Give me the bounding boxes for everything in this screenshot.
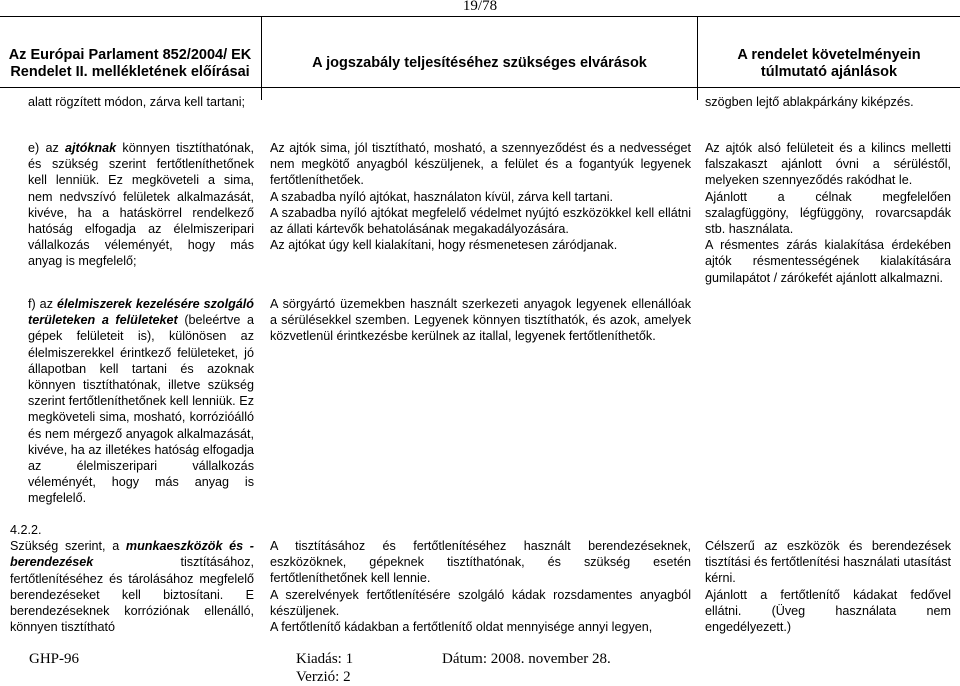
page-number: 19/78: [462, 0, 498, 14]
row-e-rest: könnyen tisztíthatónak, és szükség szerint fertőtleníthetőnek kell lenniük. Ez megköveteli a sima, nem nedvszívó felületek alkalmazását, kivéve, ha a hatáskörrel rendelkező hatóság elfogadja az élelmiszeripari vállalkozás véleményét, hogy más anyag is megfelelő;: [28, 141, 254, 269]
row-422-number: 4.2.2.: [10, 523, 42, 537]
header-col1-line2: Rendelet II. mellékletének előírásai: [10, 64, 250, 80]
row-422-col2-p3: A fertőtlenítő kádakban a fertőtlenítő oldat mennyisége annyi legyen,: [270, 620, 653, 635]
row-e-col3-p1: Az ajtók alsó felületeit és a kilincs melletti falszakaszt ajánlott óvni a sérüléstől, melyeken szennyeződés rakódhat le.: [705, 141, 951, 188]
row-f-col1: [28, 296, 254, 507]
row-e-col3-p3: A résmentes zárás kialakítása érdekében ajtók résmentességének kialakítására gumilapátot / zárókefét ajánlott alkalmazni.: [705, 238, 951, 285]
row-e-col1: [28, 140, 254, 270]
header-col1: [0, 47, 260, 81]
table-top-border: [0, 16, 960, 17]
row-e-col2-p1: Az ajtók sima, jól tisztítható, mosható, a szennyeződést és a nedvességet nem megkötő anyagból készüljenek, a felület és a fogantyúk legyenek fertőtleníthetőek.: [270, 141, 691, 188]
row-e-col2-p3: A szabadba nyíló ajtókat megfelelő védelmet nyújtó eszközökkel kell ellátni az állati kártevők behatolásának megakadályozására.: [270, 205, 691, 237]
footer-doc-code: GHP-96: [29, 651, 80, 667]
row-422-col2: [270, 538, 691, 635]
row-e-col3-p2: Ajánlott a célnak megfelelően szalagfüggöny, légfüggöny, rovarcsapdák stb. használata.: [705, 189, 951, 237]
row-422-col1: [10, 522, 254, 635]
header-col2: A jogszabály teljesítéséhez szükséges elvárások: [312, 55, 647, 71]
row-422-text: [10, 538, 254, 635]
row-e-col2: [270, 140, 691, 253]
row-e-emph: ajtóknak: [65, 141, 117, 155]
header-bottom-border: [0, 87, 960, 88]
row-e-col2-p4: Az ajtókat úgy kell kialakítani, hogy résmenetesen záródjanak.: [270, 238, 618, 253]
row-e-col3: [705, 140, 951, 286]
footer-version-text: Verzió: 2: [296, 669, 351, 685]
header-col1-line1: Az Európai Parlament 852/2004/ EK: [8, 47, 252, 63]
row-422-prefix: Szükség szerint, a: [10, 539, 126, 554]
row0-col1: alatt rögzített módon, zárva kell tartani;: [28, 95, 245, 109]
footer-edition-text: Kiadás: 1: [296, 651, 354, 667]
row-422-col2-p1: A tisztításához és fertőtlenítéséhez használt berendezéseknek, eszközöknek, gépeknek tisztíthatónak, és szükség esetén fertőtleníthetőnek kell lennie.: [270, 539, 691, 586]
header-col3-line2: túlmutató ajánlások: [760, 64, 898, 80]
header-col3-line1: A rendelet követelményein: [737, 47, 921, 63]
row-e-prefix: e) az: [28, 141, 66, 155]
row-f-rest: (beleértve a gépek felületeit is), különösen az élelmiszerekkel érintkező felületeket, jó állapotban kell tartani és azoknak könnyen tisztíthatónak, illetve szükség szerint fertőtleníthetőnek kell lenniük. Ez megköveteli sima, mosható, korrózióálló és nem mérgező anyagok alkalmazását, kivéve, ha az illetékes hatóság elfogadja az élelmiszeripari vállalkozás véleményét, hogy más anyag is megfelelő.: [28, 313, 254, 506]
row-422-col3-p2: Ajánlott a fertőtlenítő kádakat fedővel ellátni. (Üveg használata nem engedélyezett.): [705, 587, 951, 635]
footer-edition: [296, 650, 353, 686]
row-f-col2: A sörgyártó üzemekben használt szerkezeti anyagok legyenek ellenállóak a sérülésekkel szemben. Legyenek könnyen tisztíthatók, és azok, amelyek közvetlenül érintkezésbe kerülnek az itallal, legyenek fertőtleníthetők.: [270, 297, 691, 344]
row-422-rest: tisztításához, fertőtlenítéséhez és tárolásához megfelelő berendezéseket kell biztosítani. E berendezéseknek korróziónak ellenálló, könnyen tisztítható: [10, 555, 254, 635]
row-422-col3: [705, 538, 951, 635]
row-f-emph: élelmiszerek kezelésére szolgáló területeken a felületeket: [28, 297, 254, 328]
row-f-prefix: f) az: [28, 297, 57, 311]
row-422-col2-p2: A szerelvények fertőtlenítésére szolgáló kádak rozsdamentes anyagból készüljenek.: [270, 587, 691, 618]
row-e-col2-p2: A szabadba nyíló ajtókat, használaton kívül, zárva kell tartani.: [270, 189, 614, 204]
row0-col3: szögben lejtő ablakpárkány kiképzés.: [705, 95, 914, 109]
row-422-col3-p1: Célszerű az eszközök és berendezések tisztítási és fertőtlenítési használati utasítást kérni.: [705, 539, 951, 586]
row-422-emph: munkaeszközök és - berendezések: [10, 539, 254, 570]
header-col3: [698, 47, 960, 81]
footer-date: Dátum: 2008. november 28.: [442, 651, 611, 667]
